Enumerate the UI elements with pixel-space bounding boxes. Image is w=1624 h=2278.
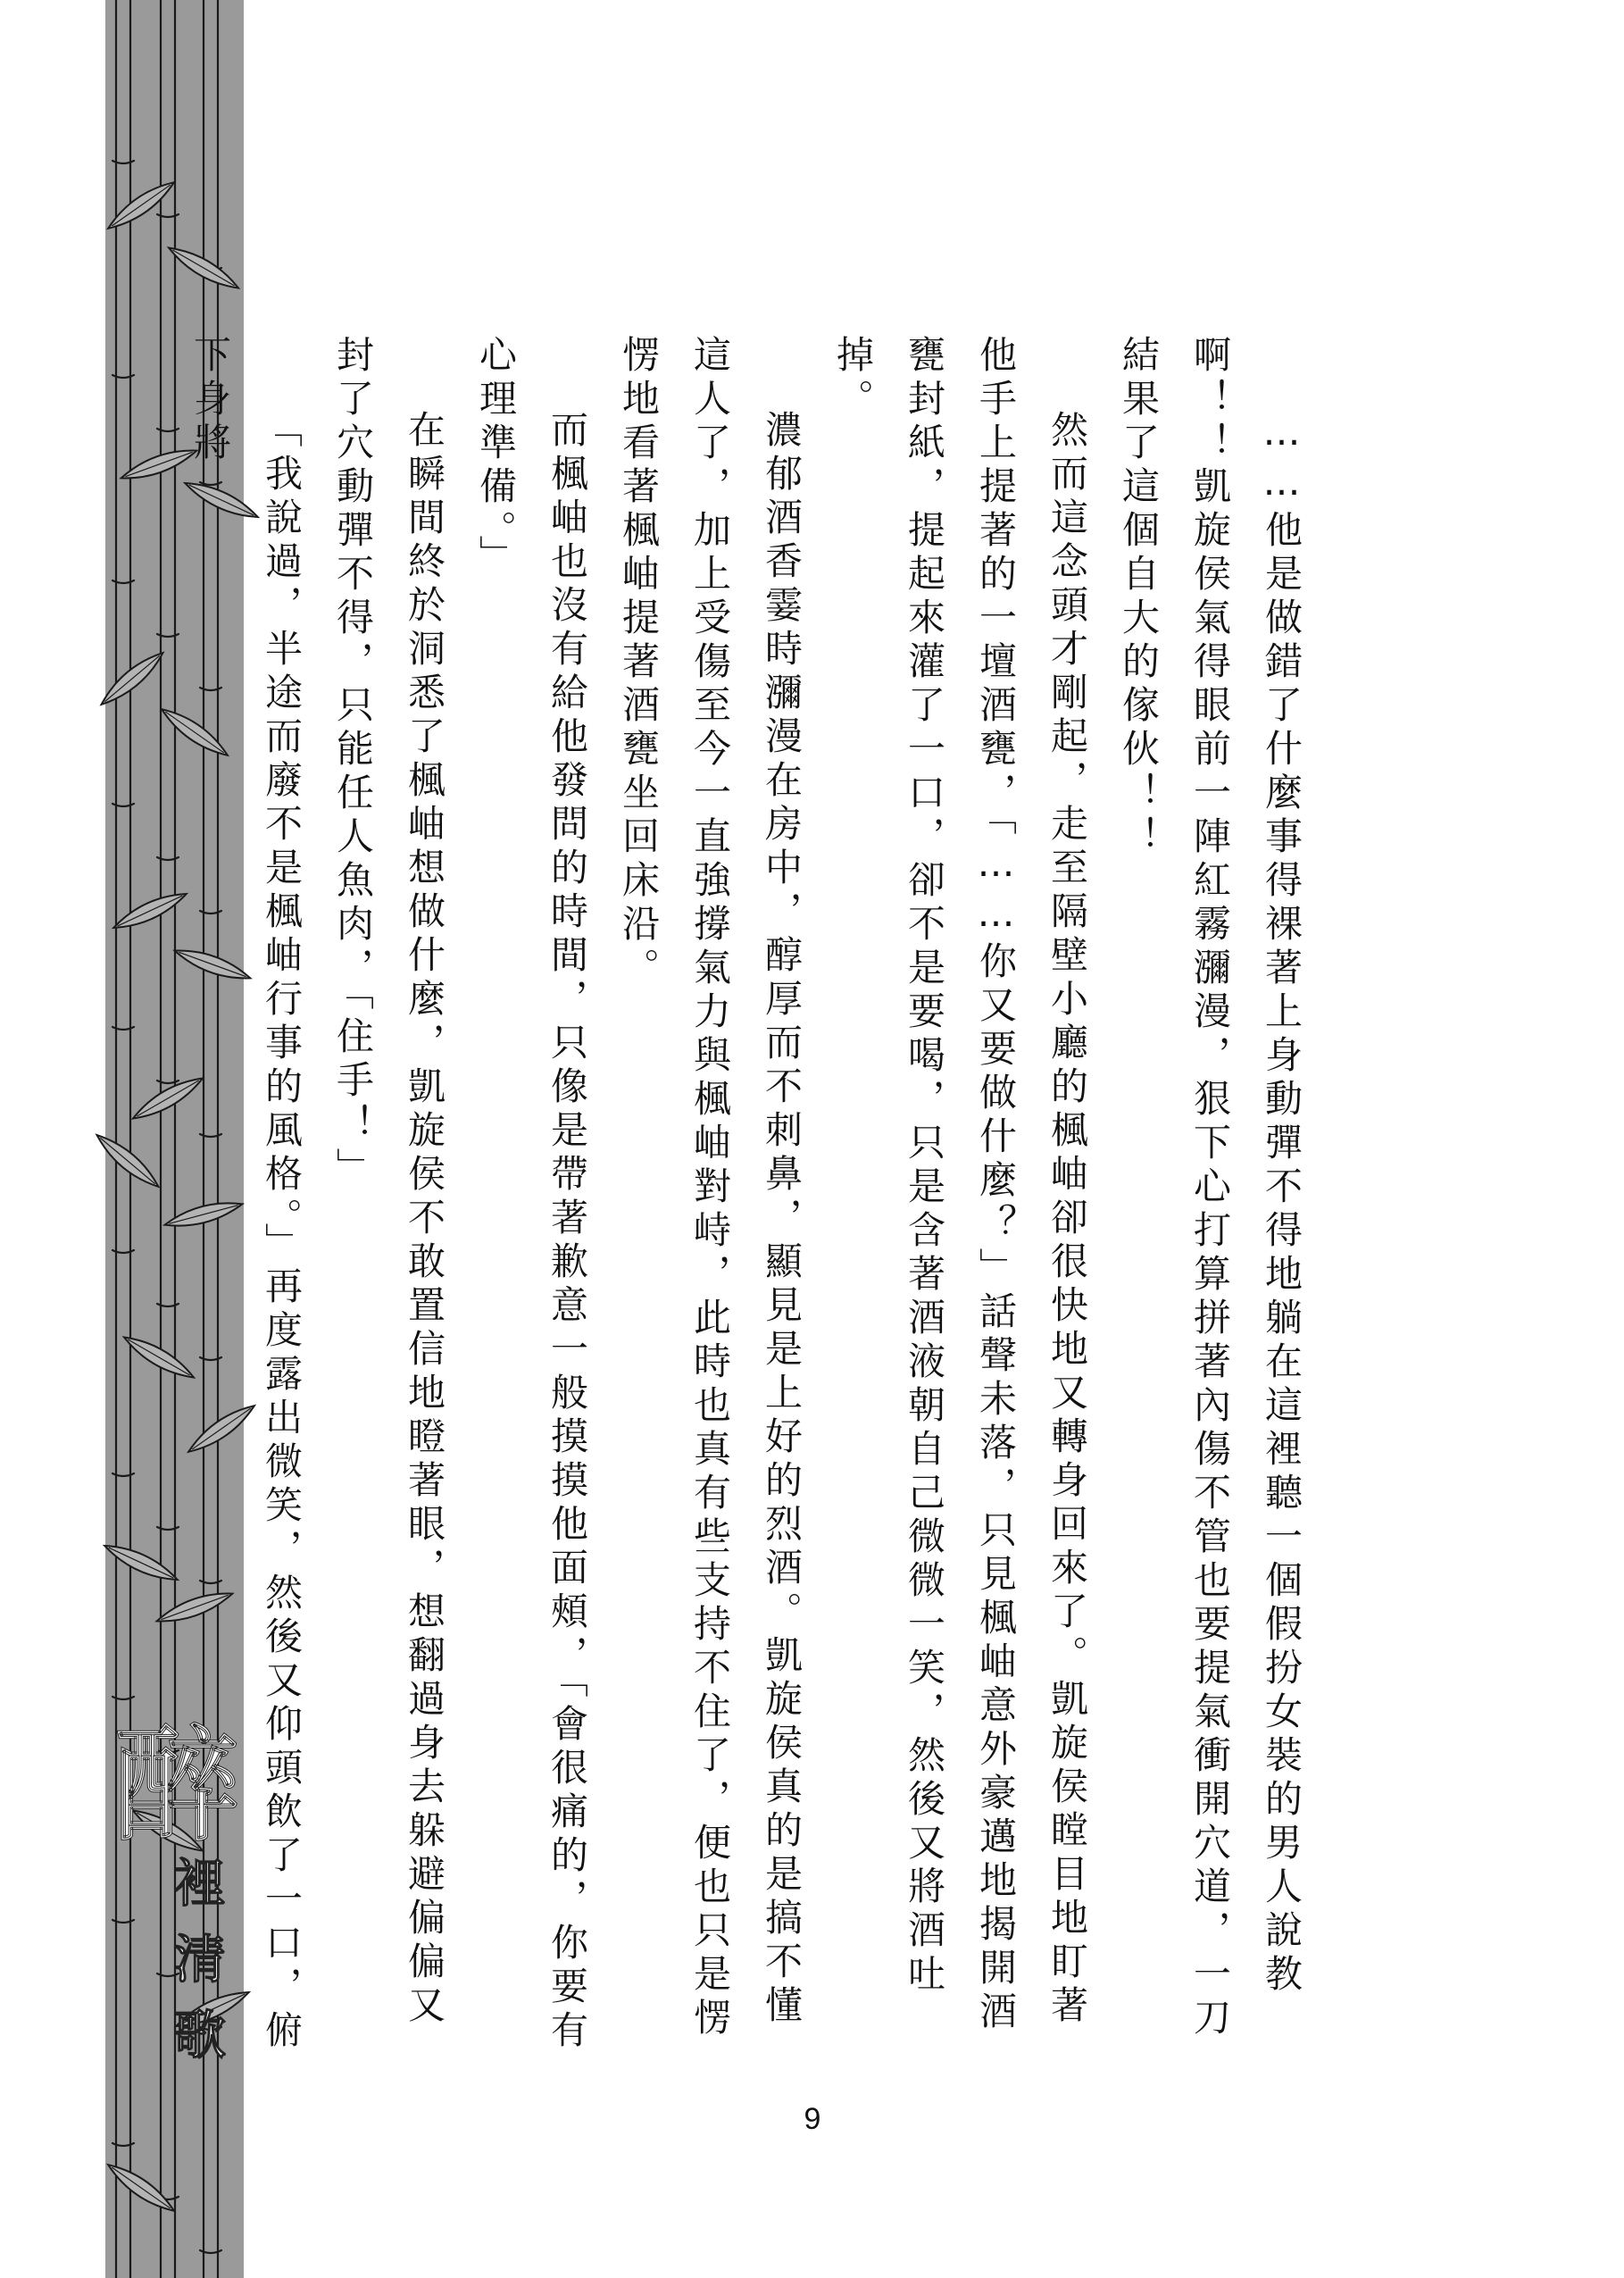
bamboo-node	[112, 1697, 134, 1699]
title-char-small-3: 歌	[174, 2005, 227, 2065]
bamboo-leaf-vein	[118, 896, 183, 926]
bamboo-node	[112, 1027, 134, 1030]
bamboo-leaf-vein	[109, 1548, 174, 1578]
vertical-body-text	[188, 335, 1317, 2067]
bamboo-node	[112, 1473, 134, 1476]
bamboo-leaf-vein	[100, 1138, 154, 1183]
bamboo-node	[112, 2143, 134, 2146]
paragraph: 在瞬間終於洞悉了楓岫想做什麼，凱旋侯不敢置信地瞪著眼，想翻過身去躲避偏偏又封了穴動彈不得，只能任人魚肉，「住手！」	[331, 335, 446, 2029]
paragraph: 而楓岫也沒有給他發問的時間，只像是帶著歉意一般摸摸他面頰，「會很痛的，你要有心理準備。」	[474, 335, 589, 2054]
paragraph: 濃郁酒香霎時瀰漫在房中，醇厚而不刺鼻，顯見是上好的烈酒。凱旋侯真的是搞不懂這人了，加上受傷至今一直強撐氣力與楓岫對峙，此時也真有些支持不住了，便也只是愣愣地看著楓岫提著酒甕坐回床沿。	[617, 335, 804, 2041]
bamboo-node	[200, 2250, 221, 2253]
bamboo-node	[112, 161, 134, 163]
bamboo-node	[112, 375, 134, 378]
bamboo-leaf-vein	[104, 655, 159, 701]
paragraph: 然而這念頭才剛起，走至隔壁小廳的楓岫卻很快地又轉身回來了。凱旋侯瞠目地盯著他手上提著的一壇酒甕，「……你又要做什麼？」話聲未落，只見楓岫意外豪邁地揭開酒甕封紙，提起來灌了一口，卻不是要喝，只是含著酒液朝自己微微一笑，然後又將酒吐掉。	[831, 335, 1089, 2035]
bamboo-node	[112, 804, 134, 806]
page-number: 9	[804, 2102, 821, 2136]
paragraph: ……他是做錯了什麼事得裸著上身動彈不得地躺在這裡聽一個假扮女裝的男人說教啊！！凱旋侯氣得眼前一陣紅霧瀰漫，狠下心打算拼著內傷不管也要提氣衝開穴道，一刀結果了這個自大的傢伙！！	[1117, 335, 1303, 2041]
bamboo-node	[157, 214, 179, 217]
title-char-big: 醉	[114, 1713, 240, 1859]
title-char-small-2: 清	[174, 1929, 227, 1990]
bamboo-node	[112, 580, 134, 583]
paragraph: 「我說過，半途而廢不是楓岫行事的風格。」再度露出微笑，然後又仰頭飲了一口，俯下身將	[188, 335, 304, 2054]
bamboo-node	[112, 1250, 134, 1253]
title-char-small-1: 裡	[174, 1853, 227, 1914]
